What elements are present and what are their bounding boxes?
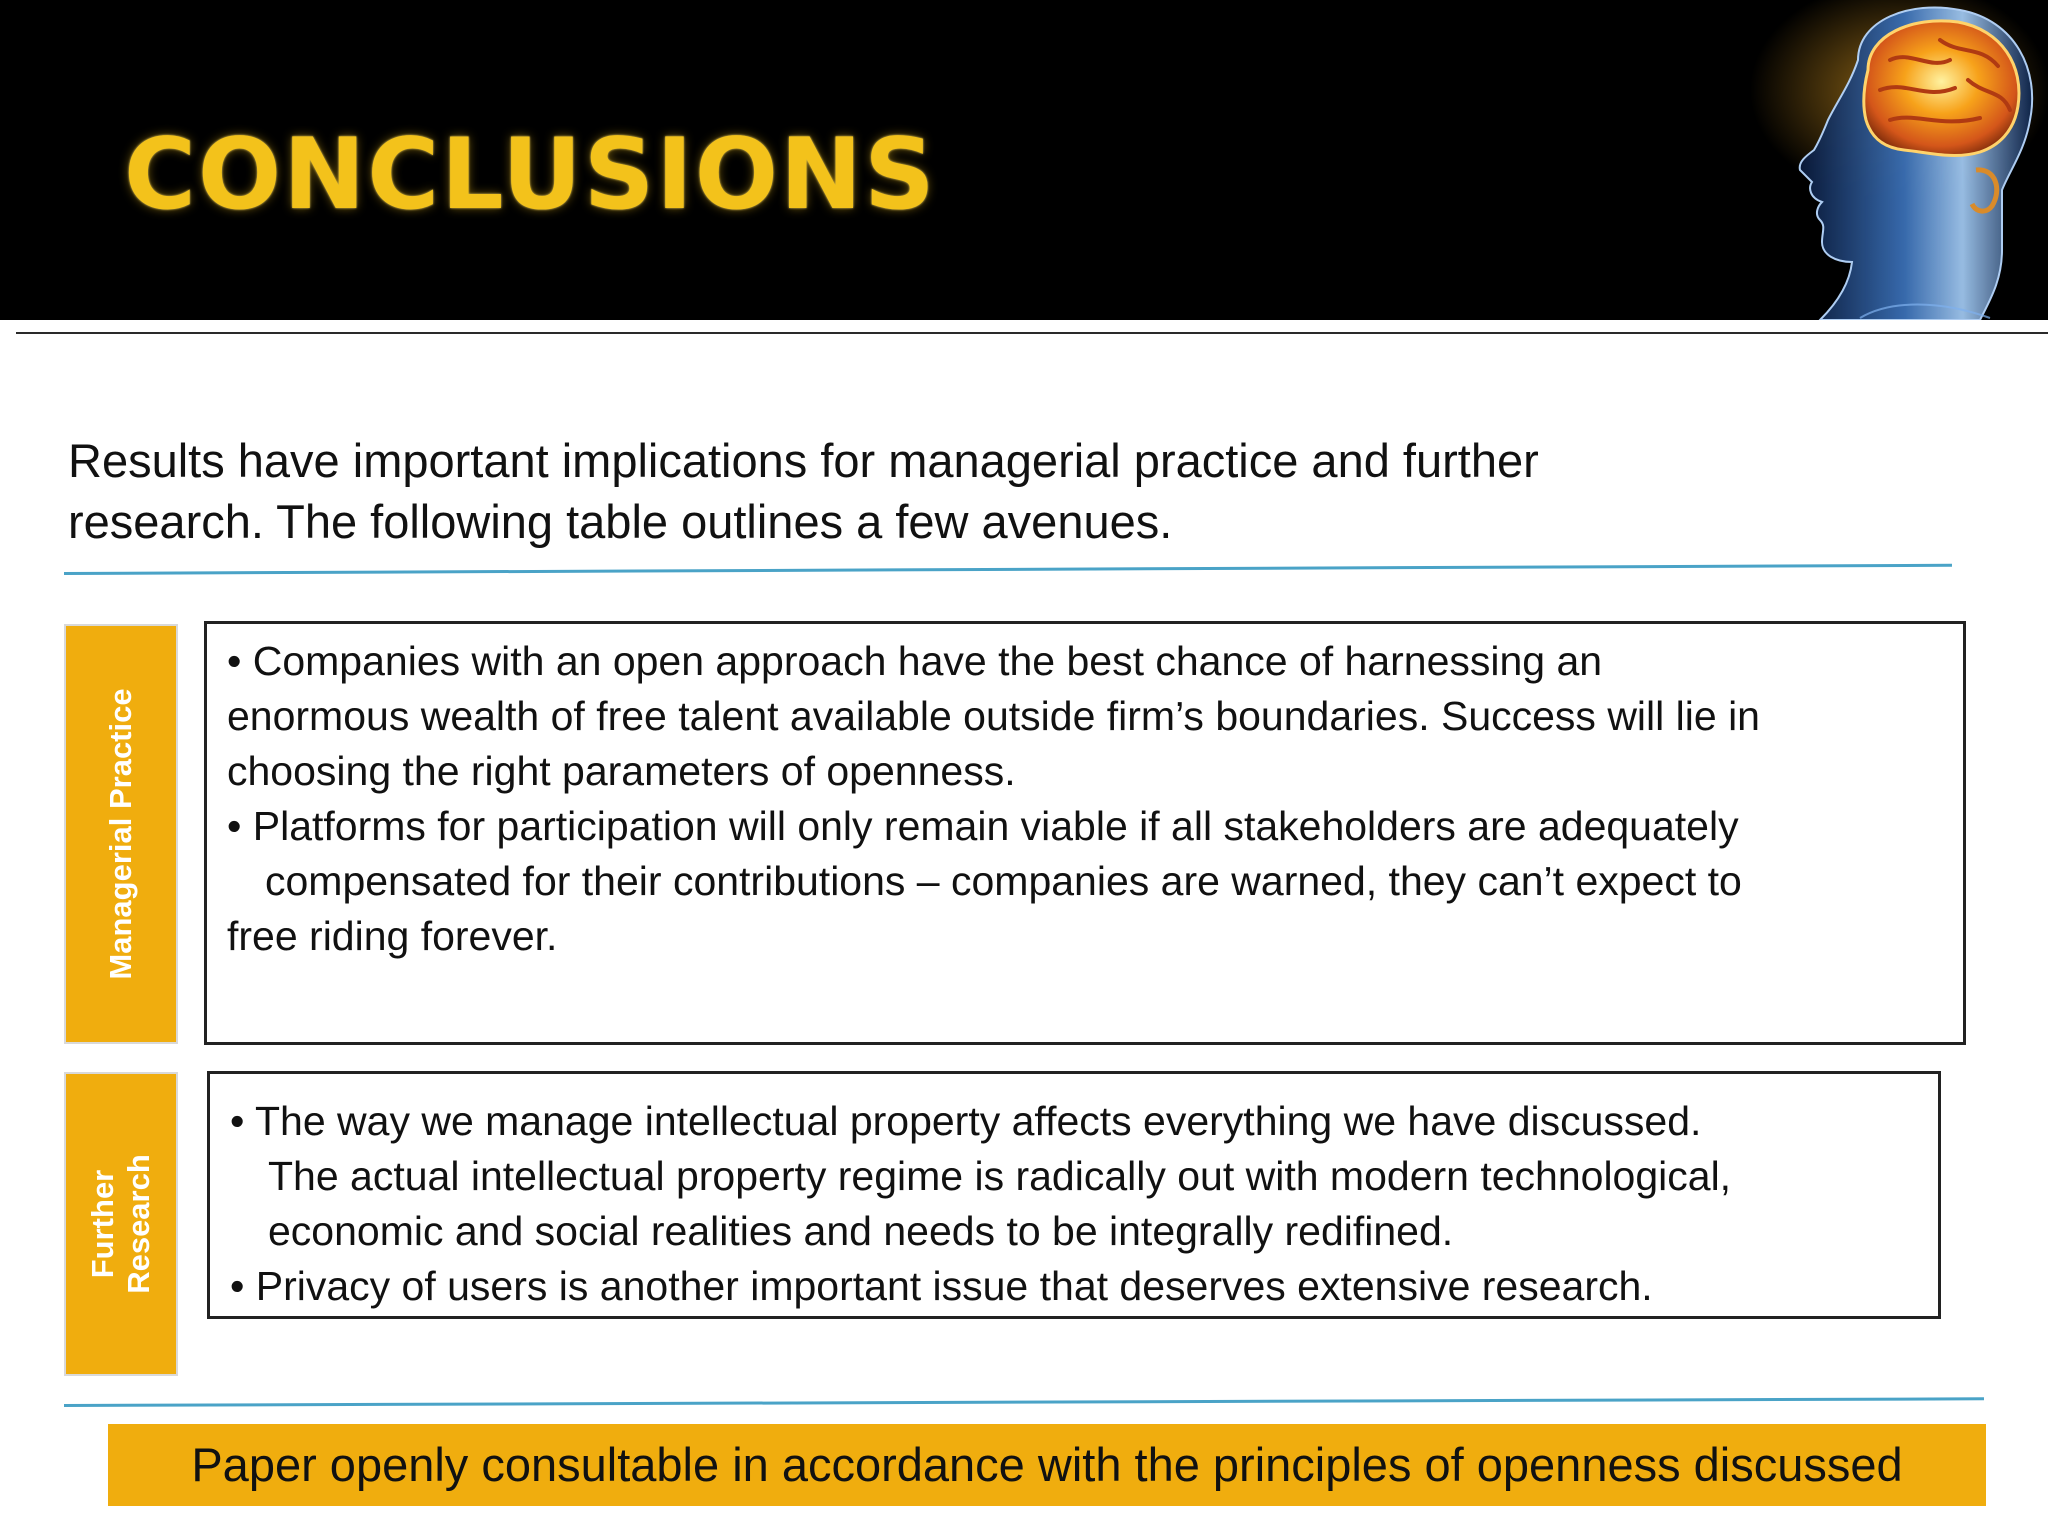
list-item: free riding forever. bbox=[227, 913, 558, 959]
further-research-label-text bbox=[85, 1154, 157, 1294]
list-item: compensated for their contributions – companies are warned, they can’t expect to bbox=[265, 858, 1742, 904]
managerial-practice-label bbox=[64, 624, 178, 1044]
list-item: economic and social realities and needs to be integrally redifined. bbox=[268, 1208, 1454, 1254]
label-line: Further bbox=[85, 1169, 120, 1279]
list-item: choosing the right parameters of openness. bbox=[227, 748, 1016, 794]
list-item: • Privacy of users is another important issue that deserves extensive research. bbox=[230, 1263, 1653, 1309]
managerial-practice-box bbox=[204, 621, 1966, 1045]
intro-paragraph bbox=[68, 430, 1828, 552]
header-bar bbox=[0, 0, 2048, 320]
glowing-brain-head-icon bbox=[1740, 0, 2048, 320]
list-item: • The way we manage intellectual property affects everything we have discussed. bbox=[230, 1098, 1702, 1144]
intro-line: Results have important implications for managerial practice and further bbox=[68, 434, 1539, 487]
further-research-box bbox=[207, 1071, 1941, 1319]
list-item: The actual intellectual property regime is radically out with modern technological, bbox=[268, 1153, 1732, 1199]
top-blue-divider bbox=[64, 564, 1952, 575]
further-research-label bbox=[64, 1072, 178, 1376]
header-divider bbox=[16, 332, 2048, 334]
footer-banner: Paper openly consultable in accordance with the principles of openness discussed bbox=[108, 1424, 1986, 1506]
bottom-blue-divider bbox=[64, 1397, 1984, 1407]
intro-line: research. The following table outlines a few avenues. bbox=[68, 495, 1173, 548]
label-line: Research bbox=[121, 1154, 156, 1294]
list-item: enormous wealth of free talent available outside firm’s boundaries. Success will lie in bbox=[227, 693, 1760, 739]
list-item: • Platforms for participation will only remain viable if all stakeholders are adequately bbox=[227, 803, 1739, 849]
managerial-practice-label-text: Managerial Practice bbox=[103, 688, 138, 980]
list-item: • Companies with an open approach have the best chance of harnessing an bbox=[227, 638, 1603, 684]
page-title: CONCLUSIONS bbox=[124, 118, 937, 232]
